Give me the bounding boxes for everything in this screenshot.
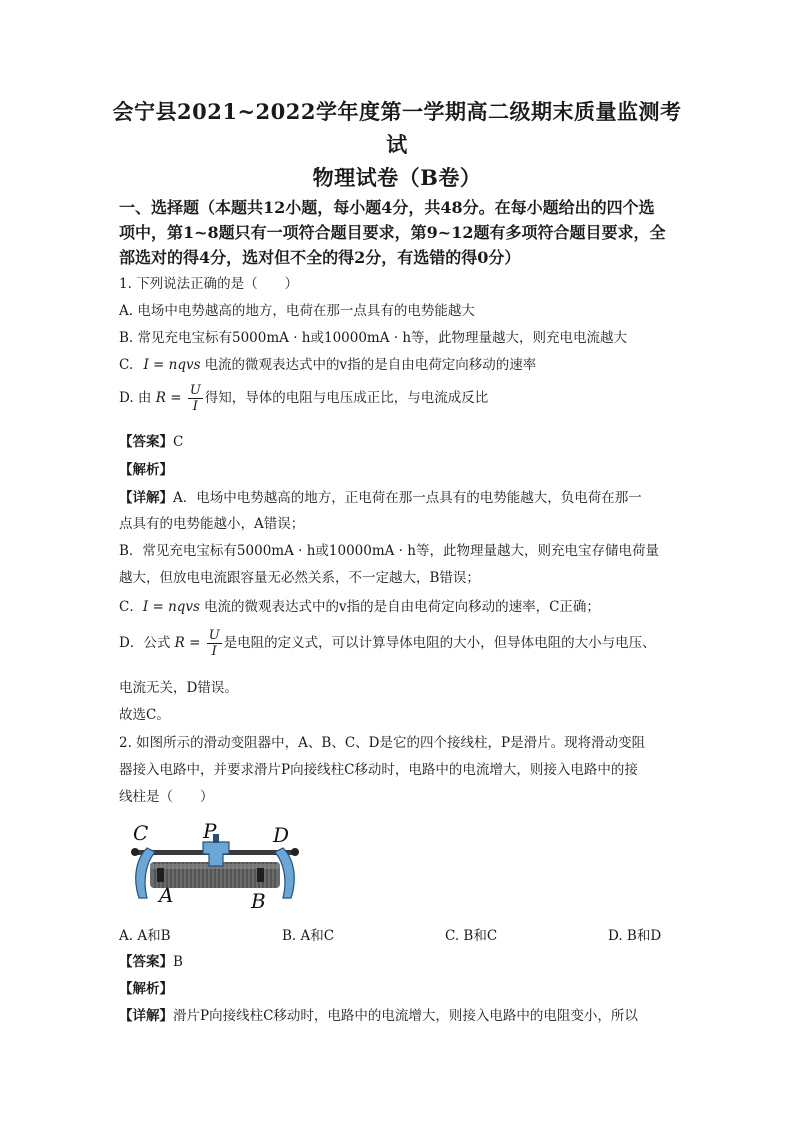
fraction-numerator: U [189,383,201,398]
terminal-b-post [257,868,264,882]
fraction-denominator: I [211,644,217,659]
detail-label: 【详解】 [119,1008,173,1024]
q1-option-d-prefix: D. 由 [119,390,152,406]
detail-d-prefix: D．公式 [119,635,171,651]
q2-analysis-label: 【解析】 [119,981,173,997]
section-heading-line1: 一、选择题（本题共12小题，每小题4分，共48分。在每小题给出的四个选 [119,198,655,217]
detail-text: A．电场中电势越高的地方，正电荷在那一点具有的电势能越大，负电荷在那一 [173,490,642,506]
q1-option-d-fraction [188,383,203,414]
detail-text: 滑片P向接线柱C移动时，电路中的电流增大，则接入电路中的电阻变小，所以 [173,1008,638,1024]
exam-title-line1: 会宁县2021~2022学年度第一学期高二级期末质量监测考 [112,99,682,124]
rheostat-figure [125,820,310,915]
detail-d-lhs: R = [174,635,201,651]
answer-label: 【答案】 [119,954,173,970]
q1-detail-c [119,595,600,615]
q1-option-a: A. 电场中电势越高的地方，电荷在那一点具有的电势能越大 [119,303,475,319]
fraction-denominator: I [192,399,198,414]
q1-conclusion: 故选C。 [119,707,170,723]
label-p: P [203,820,217,843]
answer-value: C [173,434,184,450]
exam-title-line2: 试 [386,132,408,157]
q1-option-d-text: 得知，导体的电阻与电压成正比，与电流成反比 [204,390,489,406]
detail-c-prefix: C． [119,599,143,615]
q2-option-d: D. B和D [608,928,662,944]
q2-option-b: B. A和C [282,928,335,944]
terminal-d-knob [291,848,299,856]
q1-option-c-text: 电流的微观表达式中的v指的是自由电荷定向移动的速率 [204,357,537,373]
label-a: A [159,883,174,907]
q1-analysis-label: 【解析】 [119,462,173,478]
detail-label: 【详解】 [119,490,173,506]
section-heading-line3: 部选对的得4分，选对但不全的得2分，有选错的得0分） [119,248,521,267]
q1-detail-a2: 点具有的电势能越小，A错误； [119,516,305,532]
q1-detail-d2: 电流无关，D错误。 [119,680,238,696]
q1-option-c-formula: I = nqvs [143,357,201,373]
q1-stem: 1. 下列说法正确的是（ ） [119,276,299,292]
detail-c-text: 电流的微观表达式中的v指的是自由电荷定向移动的速率，C正确； [203,599,600,615]
q2-answer [119,950,183,970]
detail-c-formula: I = nqvs [142,599,200,615]
q2-detail-line1 [119,1004,638,1024]
terminal-c-knob [131,848,139,856]
q1-option-b: B. 常见充电宝标有5000mA · h或10000mA · h等，此物理量越大，则充电电流越大 [119,330,628,346]
terminal-a-post [157,868,164,882]
label-d: D [273,823,290,847]
q1-option-d-lhs: R = [155,390,182,406]
answer-value: B [173,954,183,970]
q1-option-d [119,383,488,414]
answer-label: 【答案】 [119,434,173,450]
q1-option-c-prefix: C. [119,357,134,373]
q1-detail-d [119,628,656,659]
detail-d-text: 是电阻的定义式，可以计算导体电阻的大小，但导体电阻的大小与电压、 [223,635,656,651]
fraction-numerator: U [208,628,220,643]
q1-answer [119,430,183,450]
exam-subtitle: 物理试卷（B卷） [312,165,482,190]
q1-detail-b2: 越大，但放电电流跟容量无必然关系，不一定越大，B错误； [119,570,480,586]
q2-stem-line3: 线柱是（ ） [119,789,214,805]
q1-option-c [119,353,536,373]
label-c: C [133,821,149,845]
q1-detail-a1 [119,486,642,506]
q2-stem-line1: 2. 如图所示的滑动变阻器中，A、B、C、D是它的四个接线柱，P是滑片。现将滑动变阻 [119,735,646,751]
q2-stem-line2: 器接入电路中，并要求滑片P向接线柱C移动时，电路中的电流增大，则接入电路中的接 [119,762,638,778]
q2-option-c: C. B和C [445,928,498,944]
detail-d-fraction [207,628,222,659]
q2-option-a: A. A和B [119,928,171,944]
q1-detail-b1: B．常见充电宝标有5000mA · h或10000mA · h等，此物理量越大，则充电宝存储电荷量 [119,543,659,559]
section-heading-line2: 项中，第1~8题只有一项符合题目要求，第9~12题有多项符合题目要求，全 [119,223,666,242]
label-b: B [251,889,266,913]
